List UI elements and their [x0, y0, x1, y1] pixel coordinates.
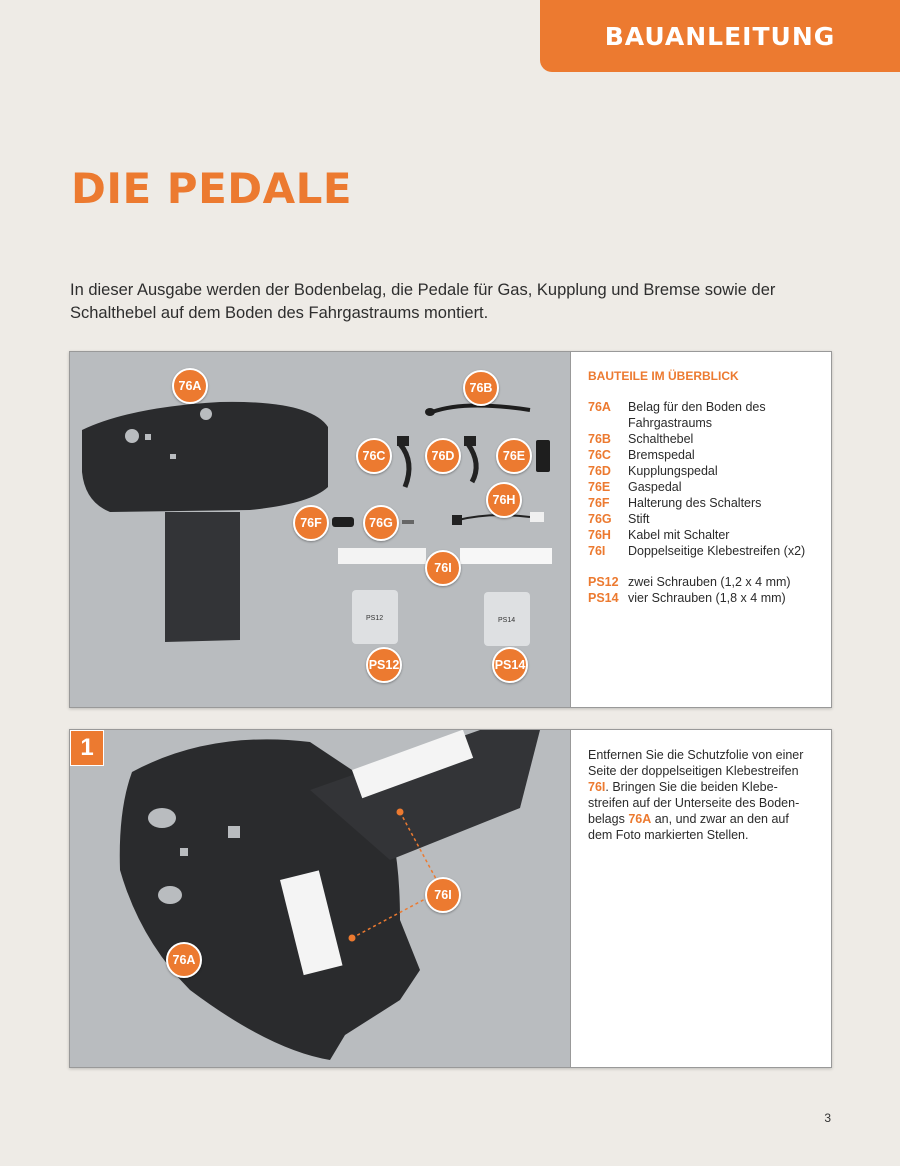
part-row — [588, 574, 828, 590]
part-badge-76a: 76A — [172, 368, 208, 404]
part-badge-76c: 76C — [356, 438, 392, 474]
part-row — [588, 543, 828, 559]
part-badge-ps12: PS12 — [366, 647, 402, 683]
part-badge-76f: 76F — [293, 505, 329, 541]
page-title: DIE PEDALE — [71, 164, 353, 213]
step-1-panel — [69, 729, 832, 1068]
intro-text: In dieser Ausgabe werden der Bodenbelag, die Pedale für Gas, Kupplung und Bremse sowie der Schalthebel auf dem Boden des Fahrgastraums montiert. — [70, 281, 776, 322]
instruction-text: an, und zwar an den auf dem Foto markierten Stellen. — [588, 812, 789, 842]
step-number: 1 — [70, 730, 104, 766]
part-desc: zwei Schrauben (1,2 x 4 mm) — [628, 575, 791, 589]
part-row — [588, 479, 828, 495]
section-label: BAUANLEITUNG — [604, 21, 836, 51]
part-desc: Schalthebel — [628, 432, 694, 446]
part-code: 76B — [588, 432, 611, 446]
bag-label-ps12: PS12 — [366, 615, 384, 622]
part-badge-76a: 76A — [166, 942, 202, 978]
part-code: 76F — [588, 496, 610, 510]
part-desc: Kabel mit Schalter — [628, 528, 730, 542]
part-desc: Belag für den Boden des Fahrgastraums — [628, 400, 766, 430]
part-code: PS12 — [588, 575, 619, 589]
part-code: 76E — [588, 480, 611, 494]
part-ref-76a: 76A — [628, 812, 652, 826]
part-desc: Bremspedal — [628, 448, 695, 462]
instruction-text: . Bringen Sie die beiden Klebestreifen auf der Unterseite des Bodenbelags — [588, 780, 800, 826]
part-desc: Gaspedal — [628, 480, 682, 494]
step-1-instruction — [588, 747, 814, 843]
screws-list — [588, 574, 828, 606]
part-badge-76i: 76I — [425, 877, 461, 913]
part-badge-76h: 76H — [486, 482, 522, 518]
part-row — [588, 463, 828, 479]
part-code: 76A — [588, 400, 611, 414]
part-code: PS14 — [588, 591, 619, 605]
part-desc: Stift — [628, 512, 650, 526]
part-code: 76I — [588, 544, 606, 558]
part-desc: Kupplungspedal — [628, 464, 718, 478]
part-row — [588, 527, 828, 543]
parts-overview-panel — [69, 351, 832, 708]
step-1-photo — [70, 730, 571, 1067]
part-badge-ps14: PS14 — [492, 647, 528, 683]
part-badge-76g: 76G — [363, 505, 399, 541]
part-badge-76e: 76E — [496, 438, 532, 474]
part-badge-76b: 76B — [463, 370, 499, 406]
part-row — [588, 590, 828, 606]
parts-heading: BAUTEILE IM ÜBERBLICK — [588, 369, 739, 383]
part-code: 76C — [588, 448, 611, 462]
parts-photo — [70, 352, 571, 707]
part-desc: Doppelseitige Klebestreifen (x2) — [628, 544, 806, 558]
part-badge-76i: 76I — [425, 550, 461, 586]
part-badge-76d: 76D — [425, 438, 461, 474]
part-ref-76i: 76I — [588, 780, 606, 794]
part-row — [588, 511, 828, 527]
part-desc: Halterung des Schalters — [628, 496, 762, 510]
part-row — [588, 431, 828, 447]
part-code: 76D — [588, 464, 611, 478]
instruction-text: Entfernen Sie die Schutzfolie von einer Seite der doppelseitigen Klebestreifen — [588, 748, 804, 778]
part-row — [588, 399, 828, 431]
section-tab — [540, 0, 900, 72]
bag-label-ps14: PS14 — [498, 617, 516, 624]
part-desc: vier Schrauben (1,8 x 4 mm) — [628, 591, 786, 605]
part-row — [588, 495, 828, 511]
part-code: 76H — [588, 528, 611, 542]
page-number: 3 — [824, 1111, 831, 1125]
part-code: 76G — [588, 512, 612, 526]
part-row — [588, 447, 828, 463]
floor-mat-illustration — [70, 730, 570, 1067]
parts-list — [588, 399, 828, 559]
